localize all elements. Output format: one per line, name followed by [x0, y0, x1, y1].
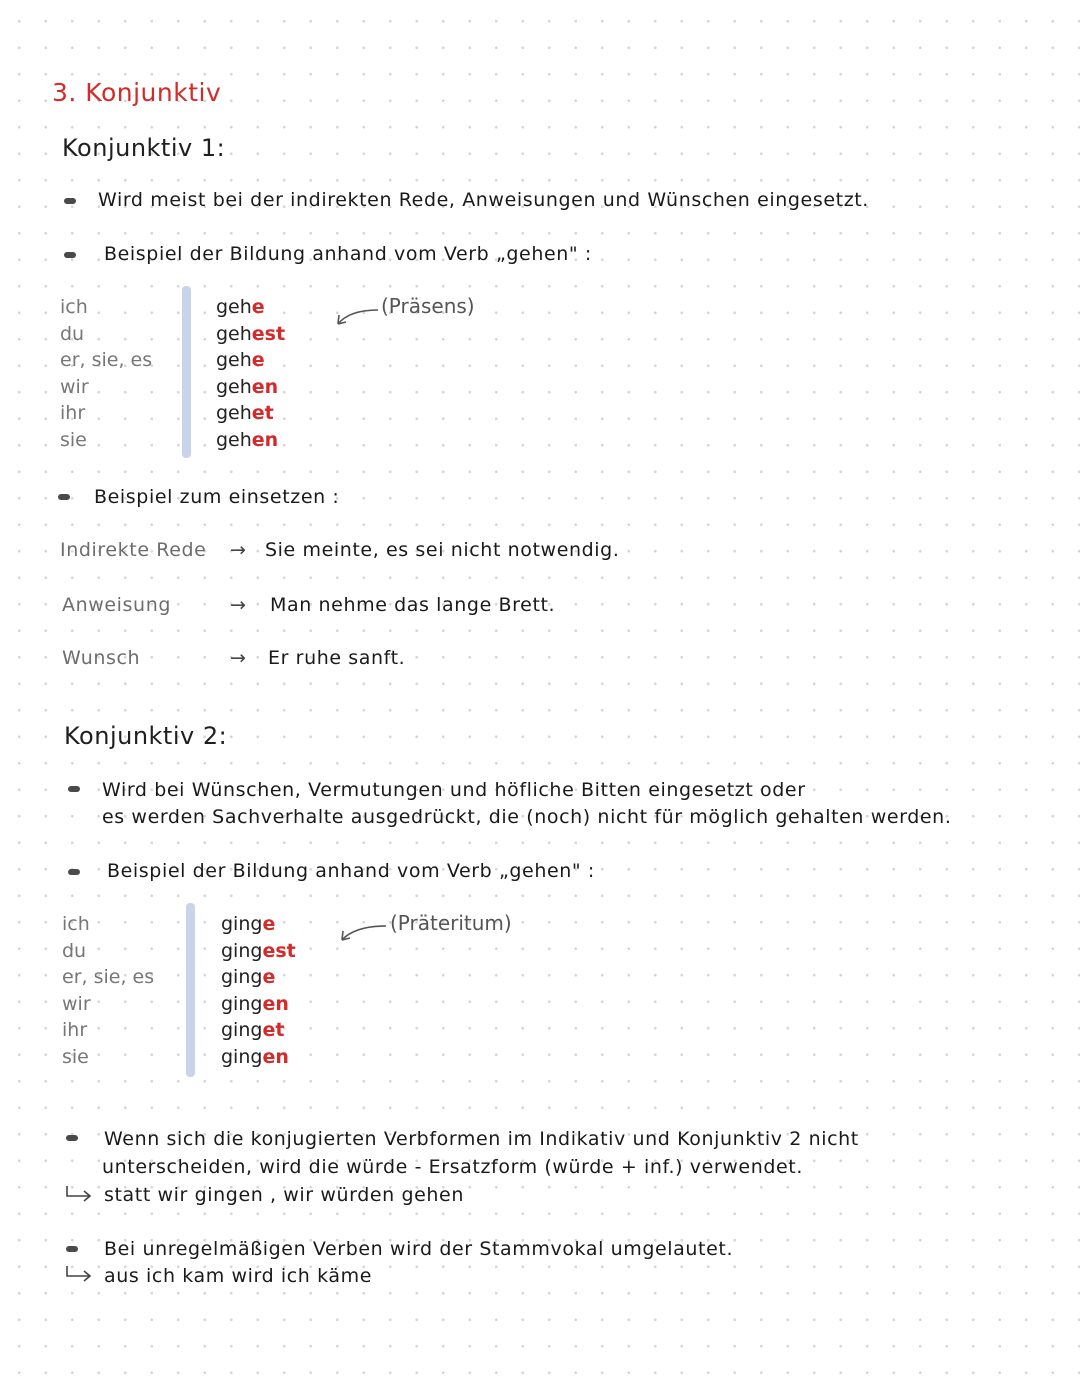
- k2-bullet-usage-line1: Wird bei Wünschen, Vermutungen und höfliche Bitten eingesetzt oder: [102, 779, 806, 801]
- verb-form: ginge: [221, 913, 276, 935]
- k2-note-ersatzform-line1: Wenn sich die konjugierten Verbformen im Indikativ und Konjunktiv 2 nicht: [104, 1128, 859, 1150]
- verb-form: gehen: [216, 375, 279, 398]
- example-sentence: Man nehme das lange Brett.: [270, 594, 556, 616]
- verb-ending: est: [262, 939, 296, 962]
- curved-arrow-icon: [338, 918, 388, 946]
- k2-note-ersatzform-example: statt wir gingen , wir würden gehen: [104, 1184, 464, 1206]
- pronoun: ich: [62, 913, 90, 935]
- k1-bullet-usage: Wird meist bei der indirekten Rede, Anweisungen und Wünschen eingesetzt.: [98, 189, 869, 211]
- verb-ending: et: [262, 1019, 285, 1041]
- pronoun: du: [62, 939, 87, 962]
- k2-tense-annotation: (Präteritum): [390, 911, 512, 935]
- verb-ending: et: [251, 402, 274, 424]
- verb-form: gehet: [216, 402, 274, 424]
- verb-form: gehest: [216, 322, 286, 345]
- k1-pronoun-list: [60, 294, 152, 453]
- hook-arrow-icon: [64, 1184, 94, 1204]
- pronoun: er, sie, es: [60, 349, 153, 371]
- pronoun: ihr: [62, 1019, 88, 1041]
- bullet-dash-icon: [64, 198, 76, 204]
- k1-bullet-formation: Beispiel der Bildung anhand vom Verb „gehen" :: [104, 243, 592, 265]
- example-label: Indirekte Rede: [60, 539, 207, 561]
- k2-bullet-usage-line2: es werden Sachverhalte ausgedrückt, die (noch) nicht für möglich gehalten werden.: [102, 806, 952, 828]
- pronoun: sie: [60, 428, 87, 451]
- verb-form: gehe: [216, 296, 265, 318]
- pronoun: wir: [60, 375, 89, 398]
- pronoun: ihr: [60, 402, 86, 424]
- arrow-right-icon: →: [230, 647, 246, 669]
- k2-pronoun-list: [62, 911, 154, 1070]
- page-title: 3. Konjunktiv: [52, 78, 222, 107]
- k2-note-ersatzform-line2: unterscheiden, wird die würde - Ersatzform (würde + inf.) verwendet.: [102, 1156, 803, 1178]
- pronoun: er, sie, es: [62, 966, 155, 988]
- k1-verb-forms: [216, 294, 285, 453]
- verb-ending: e: [262, 966, 276, 988]
- k1-tense-annotation: (Präsens): [381, 294, 475, 318]
- k2-verb-forms: [221, 911, 296, 1070]
- verb-ending: e: [251, 296, 265, 318]
- verb-ending: est: [251, 322, 286, 345]
- bullet-dash-icon: [68, 869, 80, 875]
- verb-ending: en: [262, 1045, 289, 1068]
- verb-form: ginget: [221, 1019, 285, 1041]
- verb-ending: en: [262, 992, 289, 1015]
- verb-form: ginge: [221, 966, 276, 988]
- arrow-right-icon: →: [230, 539, 246, 561]
- bullet-dash-icon: [58, 494, 70, 500]
- k2-note-umlaut: Bei unregelmäßigen Verben wird der Stammvokal umgelautet.: [104, 1238, 734, 1260]
- verb-form: gingen: [221, 992, 289, 1015]
- k2-note-umlaut-example: aus ich kam wird ich käme: [104, 1265, 373, 1287]
- divider-bar: [186, 903, 195, 1077]
- verb-form: gehen: [216, 428, 279, 451]
- curved-arrow-icon: [334, 302, 380, 330]
- verb-ending: en: [251, 375, 279, 398]
- bullet-dash-icon: [66, 1135, 78, 1141]
- verb-form: gingest: [221, 939, 296, 962]
- bullet-dash-icon: [66, 1246, 78, 1252]
- example-sentence: Sie meinte, es sei nicht notwendig.: [265, 539, 620, 561]
- hook-arrow-icon: [64, 1264, 94, 1284]
- bullet-dash-icon: [64, 252, 76, 258]
- divider-bar: [182, 286, 191, 458]
- verb-ending: en: [251, 428, 279, 451]
- pronoun: wir: [62, 992, 91, 1015]
- pronoun: du: [60, 322, 85, 345]
- verb-ending: e: [262, 913, 276, 935]
- pronoun: ich: [60, 296, 88, 318]
- pronoun: sie: [62, 1045, 89, 1068]
- k2-heading: Konjunktiv 2:: [64, 722, 228, 750]
- arrow-right-icon: →: [230, 594, 246, 616]
- bullet-dash-icon: [68, 786, 80, 792]
- verb-form: gingen: [221, 1045, 289, 1068]
- verb-form: gehe: [216, 349, 265, 371]
- k2-bullet-formation: Beispiel der Bildung anhand vom Verb „gehen" :: [107, 860, 595, 882]
- example-label: Wunsch: [62, 647, 141, 669]
- k1-bullet-examples: Beispiel zum einsetzen :: [94, 486, 340, 508]
- example-label: Anweisung: [62, 594, 171, 616]
- example-sentence: Er ruhe sanft.: [268, 647, 406, 669]
- k1-heading: Konjunktiv 1:: [62, 134, 226, 162]
- verb-ending: e: [251, 349, 265, 371]
